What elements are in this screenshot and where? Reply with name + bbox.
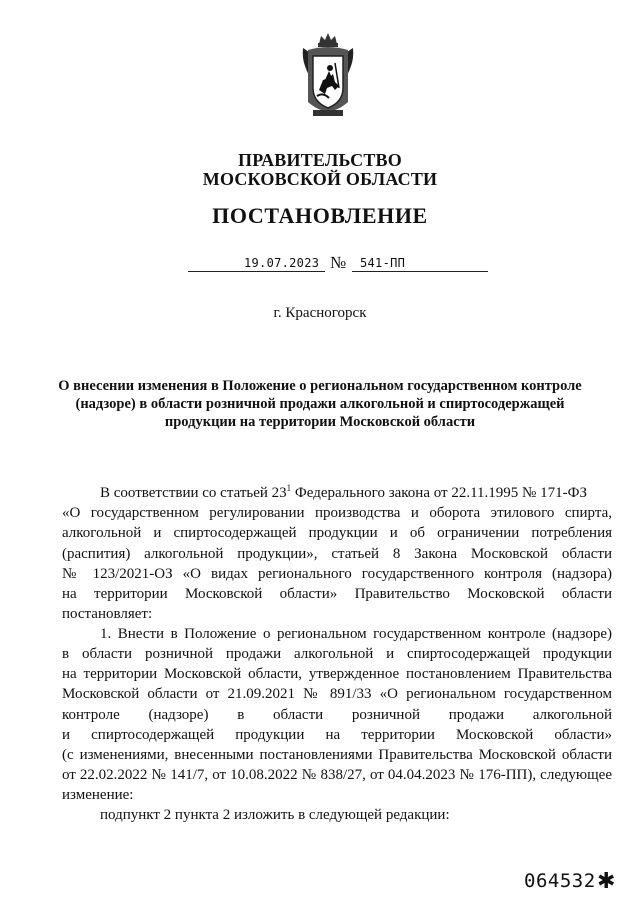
number-sign: №: [330, 253, 347, 272]
date-underline: [188, 271, 325, 272]
city-name: г. Красногорск: [273, 305, 367, 321]
body-line-10: на территории Московской области, утвержденное постановлением Правительства: [62, 666, 612, 682]
body-line-11: Московской области от 21.09.2021 № 891/33 «О региональном государственном: [62, 686, 612, 702]
body-line-14: (с изменениями, внесенными постановлениями Правительства Московской области: [62, 747, 612, 763]
document-number: 541-ПП: [360, 256, 406, 270]
article-superscript: 1: [286, 483, 292, 493]
body-line-1: [100, 483, 612, 503]
body-line-16: изменение:: [62, 787, 134, 803]
document-date: 19.07.2023: [244, 256, 320, 270]
body-line-3: алкогольной и спиртосодержащей продукции и об ограничении потребления: [62, 525, 612, 541]
number-underline: [352, 271, 488, 272]
body-line-13: и спиртосодержащей продукции на территории Московской области»: [62, 727, 612, 743]
body-line-7: постановляет:: [62, 606, 153, 622]
body-line-1b: Федерального закона от 22.11.1995 № 171-ФЗ: [291, 485, 587, 501]
resolution-title-line2: (надзоре) в области розничной продажи алкогольной и спиртосодержащей: [75, 396, 565, 412]
form-serial-number: 064532: [524, 870, 596, 892]
body-line-6: на территории Московской области» Правительство Московской области: [62, 586, 612, 602]
asterisk-icon: ✱: [597, 869, 616, 894]
resolution-title-line3: продукции на территории Московской области: [164, 414, 476, 430]
body-line-8: 1. Внести в Положение о региональном государственном контроле (надзоре): [100, 626, 612, 642]
body-line-12: контроле (надзоре) в области розничной продажи алкогольной: [62, 707, 612, 723]
government-name-line1: ПРАВИТЕЛЬСТВО: [238, 150, 402, 170]
body-line-17: подпункт 2 пункта 2 изложить в следующей редакции:: [100, 807, 450, 823]
government-name-line2: МОСКОВСКОЙ ОБЛАСТИ: [202, 169, 438, 189]
document-type-title: ПОСТАНОВЛЕНИЕ: [212, 203, 428, 228]
body-line-15: от 22.02.2022 № 141/7, от 10.08.2022 № 838/27, от 04.04.2023 № 176-ПП), следующее: [62, 767, 612, 783]
body-line-9: в области розничной продажи алкогольной и спиртосодержащей продукции: [62, 646, 612, 662]
body-line-4: (распития) алкогольной продукции», статьей 8 Закона Московской области: [62, 546, 612, 562]
body-line-1a: В соответствии со статьей 23: [100, 485, 287, 501]
body-line-5: № 123/2021-ОЗ «О видах регионального государственного контроля (надзора): [62, 566, 612, 582]
coat-of-arms-icon: [299, 30, 357, 122]
resolution-title-line1: О внесении изменения в Положение о региональном государственном контроле: [58, 378, 582, 394]
body-line-2: «О государственном регулировании производства и оборота этилового спирта,: [62, 505, 612, 521]
